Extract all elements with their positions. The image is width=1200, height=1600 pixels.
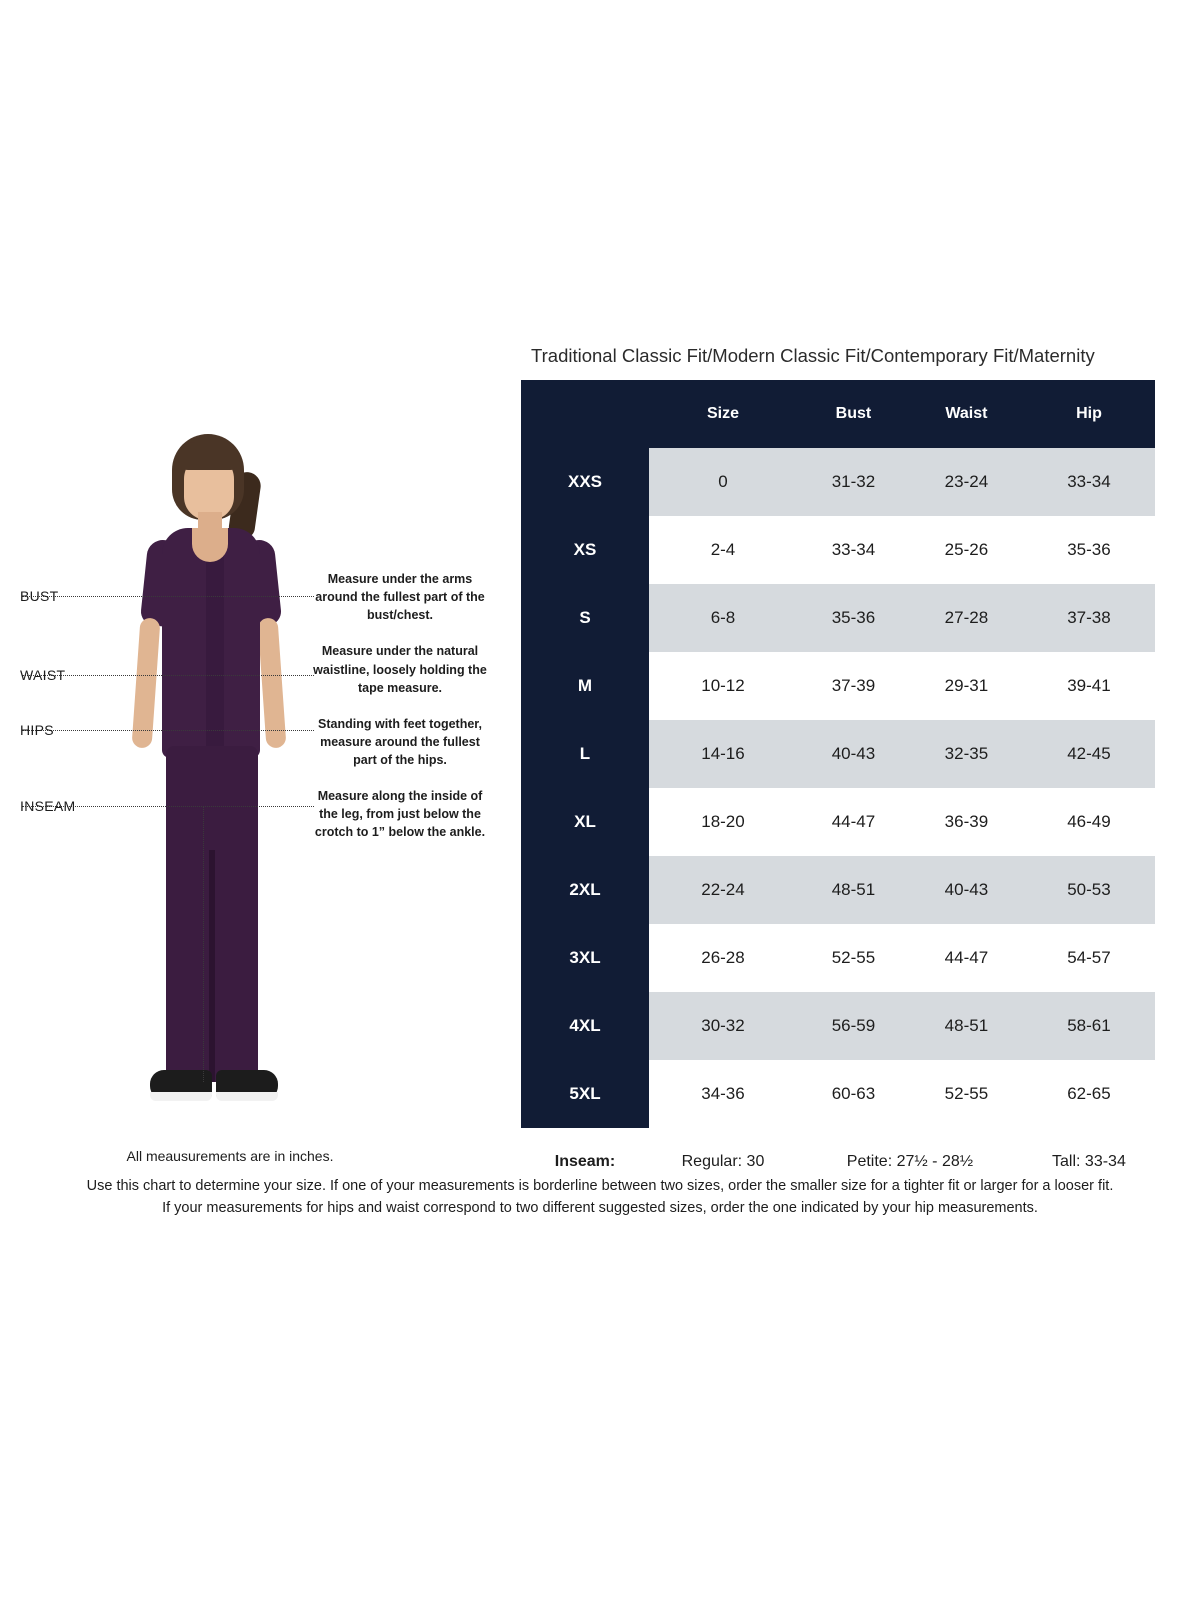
- tip-hips: Standing with feet together, measure around the fullest part of the hips.: [318, 716, 482, 767]
- cell-waist: 25-26: [910, 516, 1023, 584]
- inseam-petite: Petite: 27½ - 28½: [797, 1128, 1023, 1196]
- cell-size: 2-4: [649, 516, 797, 584]
- cell-size: 22-24: [649, 856, 797, 924]
- row-label: M: [521, 652, 649, 720]
- cell-waist: 52-55: [910, 1060, 1023, 1128]
- table-row: [521, 924, 1155, 992]
- row-label: 2XL: [521, 856, 649, 924]
- cell-size: 10-12: [649, 652, 797, 720]
- table-row: [521, 516, 1155, 584]
- cell-bust: 48-51: [797, 856, 910, 924]
- cell-waist: 48-51: [910, 992, 1023, 1060]
- cell-size: 30-32: [649, 992, 797, 1060]
- table-row: [521, 720, 1155, 788]
- measurement-guide: [0, 410, 520, 1200]
- header-waist: Waist: [910, 380, 1023, 448]
- cell-size: 14-16: [649, 720, 797, 788]
- arm-right: [257, 617, 286, 748]
- table-row: [521, 788, 1155, 856]
- table-row: [521, 992, 1155, 1060]
- cell-waist: 40-43: [910, 856, 1023, 924]
- cell-size: 18-20: [649, 788, 797, 856]
- size-chart-header: [521, 380, 1155, 448]
- hair-fringe: [178, 442, 240, 470]
- cell-waist: 27-28: [910, 584, 1023, 652]
- row-label: XS: [521, 516, 649, 584]
- cell-waist: 36-39: [910, 788, 1023, 856]
- chart-title: Traditional Classic Fit/Modern Classic Fit/Contemporary Fit/Maternity: [531, 345, 1095, 366]
- table-row: [521, 448, 1155, 516]
- cell-hip: 39-41: [1023, 652, 1155, 720]
- header-bust: Bust: [797, 380, 910, 448]
- cell-hip: 37-38: [1023, 584, 1155, 652]
- footer-note: [40, 1175, 1160, 1220]
- tip-inseam: Measure along the inside of the leg, from just below the crotch to 1” below the ankle.: [314, 789, 486, 840]
- cell-bust: 37-39: [797, 652, 910, 720]
- cell-size: 34-36: [649, 1060, 797, 1128]
- inseam-regular: Regular: 30: [649, 1128, 797, 1196]
- cell-size: 0: [649, 448, 797, 516]
- measurement-tips: [310, 570, 490, 860]
- header-hip: Hip: [1023, 380, 1155, 448]
- cell-bust: 40-43: [797, 720, 910, 788]
- inseam-label: Inseam:: [521, 1128, 649, 1196]
- table-row: [521, 584, 1155, 652]
- cell-hip: 54-57: [1023, 924, 1155, 992]
- table-header-row: [521, 380, 1155, 448]
- table-row: [521, 1060, 1155, 1128]
- cell-waist: 32-35: [910, 720, 1023, 788]
- label-hips: HIPS: [20, 722, 54, 738]
- row-label: XXS: [521, 448, 649, 516]
- label-inseam: INSEAM: [20, 798, 76, 814]
- row-label: S: [521, 584, 649, 652]
- cell-size: 26-28: [649, 924, 797, 992]
- shoe-sole-left: [150, 1092, 212, 1101]
- model-illustration: [110, 420, 330, 1150]
- row-label: 3XL: [521, 924, 649, 992]
- waist-guide-line: [22, 675, 314, 676]
- tip-bust: Measure under the arms around the fullest part of the bust/chest.: [315, 572, 485, 623]
- shoe-sole-right: [216, 1092, 278, 1101]
- cell-size: 6-8: [649, 584, 797, 652]
- cell-hip: 58-61: [1023, 992, 1155, 1060]
- inseam-tall: Tall: 33-34: [1023, 1128, 1155, 1196]
- tip-waist: Measure under the natural waistline, loosely holding the tape measure.: [313, 644, 487, 695]
- table-row: [521, 652, 1155, 720]
- scrub-top-shading: [206, 550, 224, 750]
- header-blank: [521, 380, 649, 448]
- units-note: All meausurements are in inches.: [126, 1148, 334, 1164]
- bust-guide-line: [22, 596, 314, 597]
- label-waist: WAIST: [20, 667, 66, 683]
- cell-waist: 29-31: [910, 652, 1023, 720]
- label-bust: BUST: [20, 588, 59, 604]
- cell-bust: 56-59: [797, 992, 910, 1060]
- cell-bust: 35-36: [797, 584, 910, 652]
- row-label: 5XL: [521, 1060, 649, 1128]
- cell-hip: 62-65: [1023, 1060, 1155, 1128]
- row-label: L: [521, 720, 649, 788]
- row-label: 4XL: [521, 992, 649, 1060]
- inseam-vertical-line: [203, 806, 204, 1082]
- footer-line-1: Use this chart to determine your size. If one of your measurements is borderline between two sizes, order the smaller size for a tighter fit or larger for a looser fit.: [86, 1178, 1114, 1194]
- cell-bust: 60-63: [797, 1060, 910, 1128]
- cell-bust: 44-47: [797, 788, 910, 856]
- cell-bust: 33-34: [797, 516, 910, 584]
- table-row: [521, 856, 1155, 924]
- cell-hip: 42-45: [1023, 720, 1155, 788]
- size-chart-body: [521, 448, 1155, 1128]
- hips-guide-line: [22, 730, 314, 731]
- header-size: Size: [649, 380, 797, 448]
- cell-hip: 46-49: [1023, 788, 1155, 856]
- row-label: XL: [521, 788, 649, 856]
- cell-hip: 50-53: [1023, 856, 1155, 924]
- cell-hip: 33-34: [1023, 448, 1155, 516]
- cell-bust: 31-32: [797, 448, 910, 516]
- scrub-pants-inseam-gap: [209, 850, 215, 1082]
- size-chart-table: [521, 380, 1155, 1196]
- arm-left: [131, 617, 160, 748]
- cell-hip: 35-36: [1023, 516, 1155, 584]
- cell-waist: 44-47: [910, 924, 1023, 992]
- footer-line-2: If your measurements for hips and waist correspond to two different suggested sizes, order the one indicated by your hip measurements.: [162, 1200, 1038, 1217]
- cell-waist: 23-24: [910, 448, 1023, 516]
- cell-bust: 52-55: [797, 924, 910, 992]
